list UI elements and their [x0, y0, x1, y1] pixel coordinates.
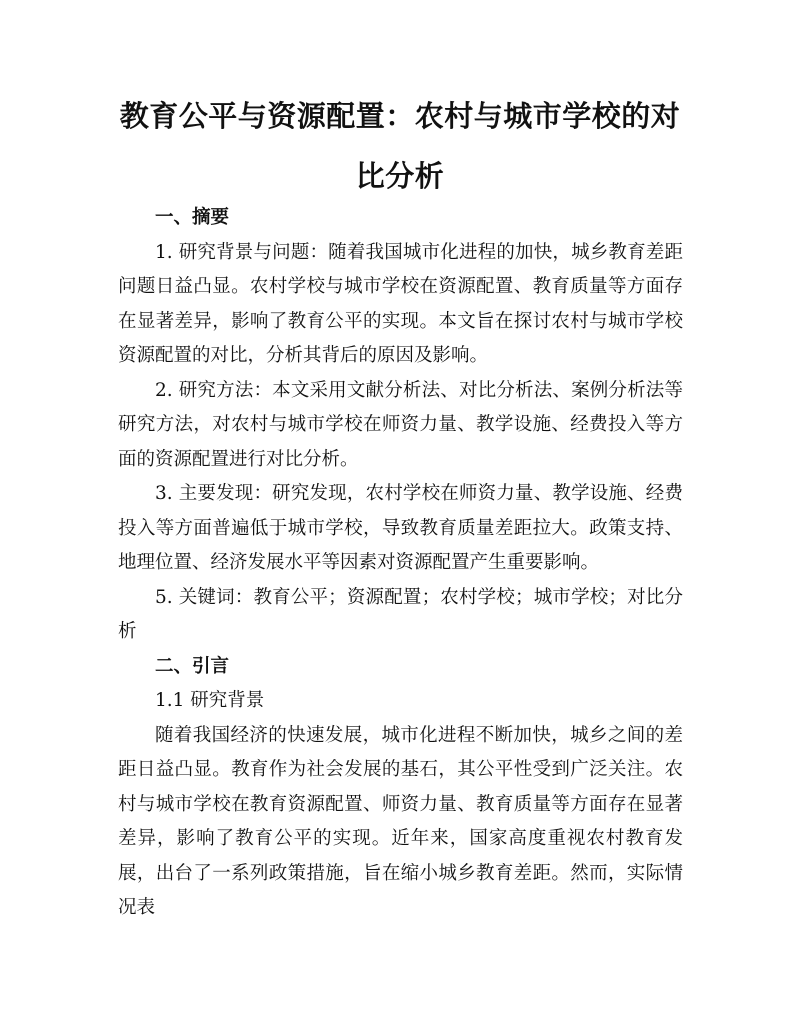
subheading-research-background: 1.1 研究背景: [155, 690, 265, 711]
abstract-item-background: 1. 研究背景与问题：随着我国城市化进程的加快，城乡教育差距问题日益凸显。农村学校与城市学校在资源配置、教育质量等方面存在显著差异，影响了教育公平的实现。本文旨在探讨农村与城市学校资源配置的对比，分析其背后的原因及影响。: [118, 241, 683, 366]
section-heading-abstract: 一、摘要: [155, 207, 230, 228]
abstract-item-keywords: 5. 关键词：教育公平；资源配置；农村学校；城市学校；对比分析: [118, 586, 683, 642]
document-title: 教育公平与资源配置：农村与城市学校的对比分析: [119, 99, 681, 193]
document-body: [118, 201, 683, 926]
abstract-item-findings: 3. 主要发现：研究发现，农村学校在师资力量、教学设施、经费投入等方面普遍低于城市学校，导致教育质量差距拉大。政策支持、地理位置、经济发展水平等因素对资源配置产生重要影响。: [118, 483, 683, 573]
abstract-item-methods: 2. 研究方法：本文采用文献分析法、对比分析法、案例分析法等研究方法，对农村与城市学校在师资力量、教学设施、经费投入等方面的资源配置进行对比分析。: [118, 379, 683, 470]
section-heading-introduction: 二、引言: [155, 655, 230, 677]
intro-paragraph: 随着我国经济的快速发展，城市化进程不断加快，城乡之间的差距日益凸显。教育作为社会发展的基石，其公平性受到广泛关注。农村与城市学校在教育资源配置、师资力量、教育质量等方面存在显著差异，影响了教育公平的实现。近年来，国家高度重视农村教育发展，出台了一系列政策措施，旨在缩小城乡教育差距。然而，实际情况表: [118, 724, 683, 918]
